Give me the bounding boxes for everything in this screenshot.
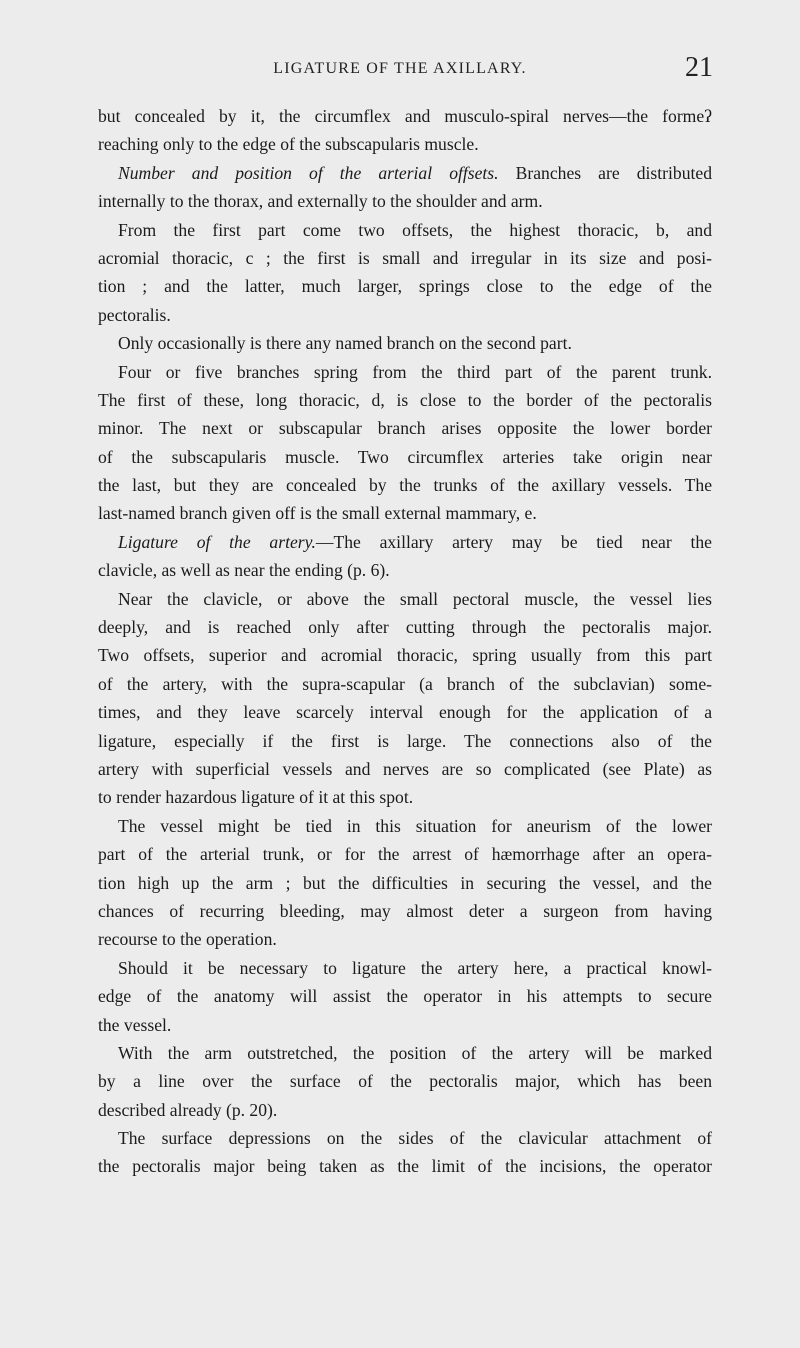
page-number: 21 (685, 52, 713, 83)
text-line: recourse to the operation. (98, 929, 277, 950)
text-line: the vessel. (98, 1014, 172, 1035)
text-line: Only occasionally is there any named branch on the second part. (118, 333, 572, 354)
text-line: of the artery, with the supra-scapular (a branch of the subclavian) some- (98, 673, 712, 694)
text-line (98, 159, 712, 187)
text-line: chances of recurring bleeding, may almost deter a surgeon from having (98, 900, 712, 921)
text-line: edge of the anatomy will assist the operator in his attempts to secure (98, 986, 712, 1007)
text-line: of the subscapularis muscle. Two circumflex arteries take origin near (98, 446, 712, 467)
text-line: described already (p. 20). (98, 1099, 278, 1120)
text-line: times, and they leave scarcely interval enough for the application of a (98, 702, 712, 723)
text-line: Near the clavicle, or above the small pectoral muscle, the vessel lies (118, 588, 712, 609)
text-line: artery with superficial vessels and nerves are so complicated (see Plate) as (98, 758, 712, 779)
text-line: Two offsets, superior and acromial thoracic, spring usually from this part (98, 645, 712, 666)
body-text (98, 102, 712, 1181)
text-line: part of the arterial trunk, or for the arrest of hæmorrhage after an opera- (98, 844, 712, 865)
text-line: last-named branch given off is the small external mammary, e. (98, 503, 537, 524)
text-line: deeply, and is reached only after cutting through the pectoralis major. (98, 617, 712, 638)
italic-heading: Number and position of the arterial offsets. (118, 162, 499, 183)
text-line: With the arm outstretched, the position of the artery will be marked (118, 1042, 712, 1063)
text-line: internally to the thorax, and externally to the shoulder and arm. (98, 191, 543, 212)
text-fragment: Branches are distributed (498, 162, 712, 183)
italic-heading: Ligature of the artery. (118, 531, 316, 552)
text-line: but concealed by it, the circumflex and musculo-spiral nerves—the formeʔ (98, 106, 712, 126)
text-line: tion high up the arm ; but the difficulties in securing the vessel, and the (98, 872, 712, 893)
text-line: by a line over the surface of the pectoralis major, which has been (98, 1071, 712, 1092)
text-line: ligature, especially if the first is large. The connections also of the (98, 730, 712, 751)
text-line: Four or five branches spring from the third part of the parent trunk. (118, 361, 712, 382)
text-line: acromial thoracic, c ; the first is small and irregular in its size and posi- (98, 247, 712, 268)
text-line: Should it be necessary to ligature the artery here, a practical knowl- (118, 957, 712, 978)
text-line: clavicle, as well as near the ending (p. 6). (98, 560, 390, 581)
text-line: the last, but they are concealed by the trunks of the axillary vessels. The (98, 475, 712, 496)
text-line: The first of these, long thoracic, d, is close to the border of the pectoralis (98, 389, 712, 410)
running-head (0, 52, 800, 98)
text-line: The surface depressions on the sides of the clavicular attachment of (118, 1128, 712, 1149)
running-title: LIGATURE OF THE AXILLARY. (273, 60, 527, 77)
text-fragment: —The axillary artery may be tied near the (315, 531, 712, 552)
text-line (98, 528, 712, 556)
text-line: reaching only to the edge of the subscapularis muscle. (98, 134, 479, 155)
text-line: The vessel might be tied in this situation for aneurism of the lower (118, 815, 712, 836)
text-line: From the first part come two offsets, the highest thoracic, b, and (118, 219, 712, 240)
text-line: minor. The next or subscapular branch arises opposite the lower border (98, 418, 712, 439)
text-line: tion ; and the latter, much larger, springs close to the edge of the (98, 276, 712, 297)
text-line: to render hazardous ligature of it at this spot. (98, 787, 414, 808)
text-line: pectoralis. (98, 304, 171, 325)
text-line: the pectoralis major being taken as the limit of the incisions, the operator (98, 1156, 712, 1177)
